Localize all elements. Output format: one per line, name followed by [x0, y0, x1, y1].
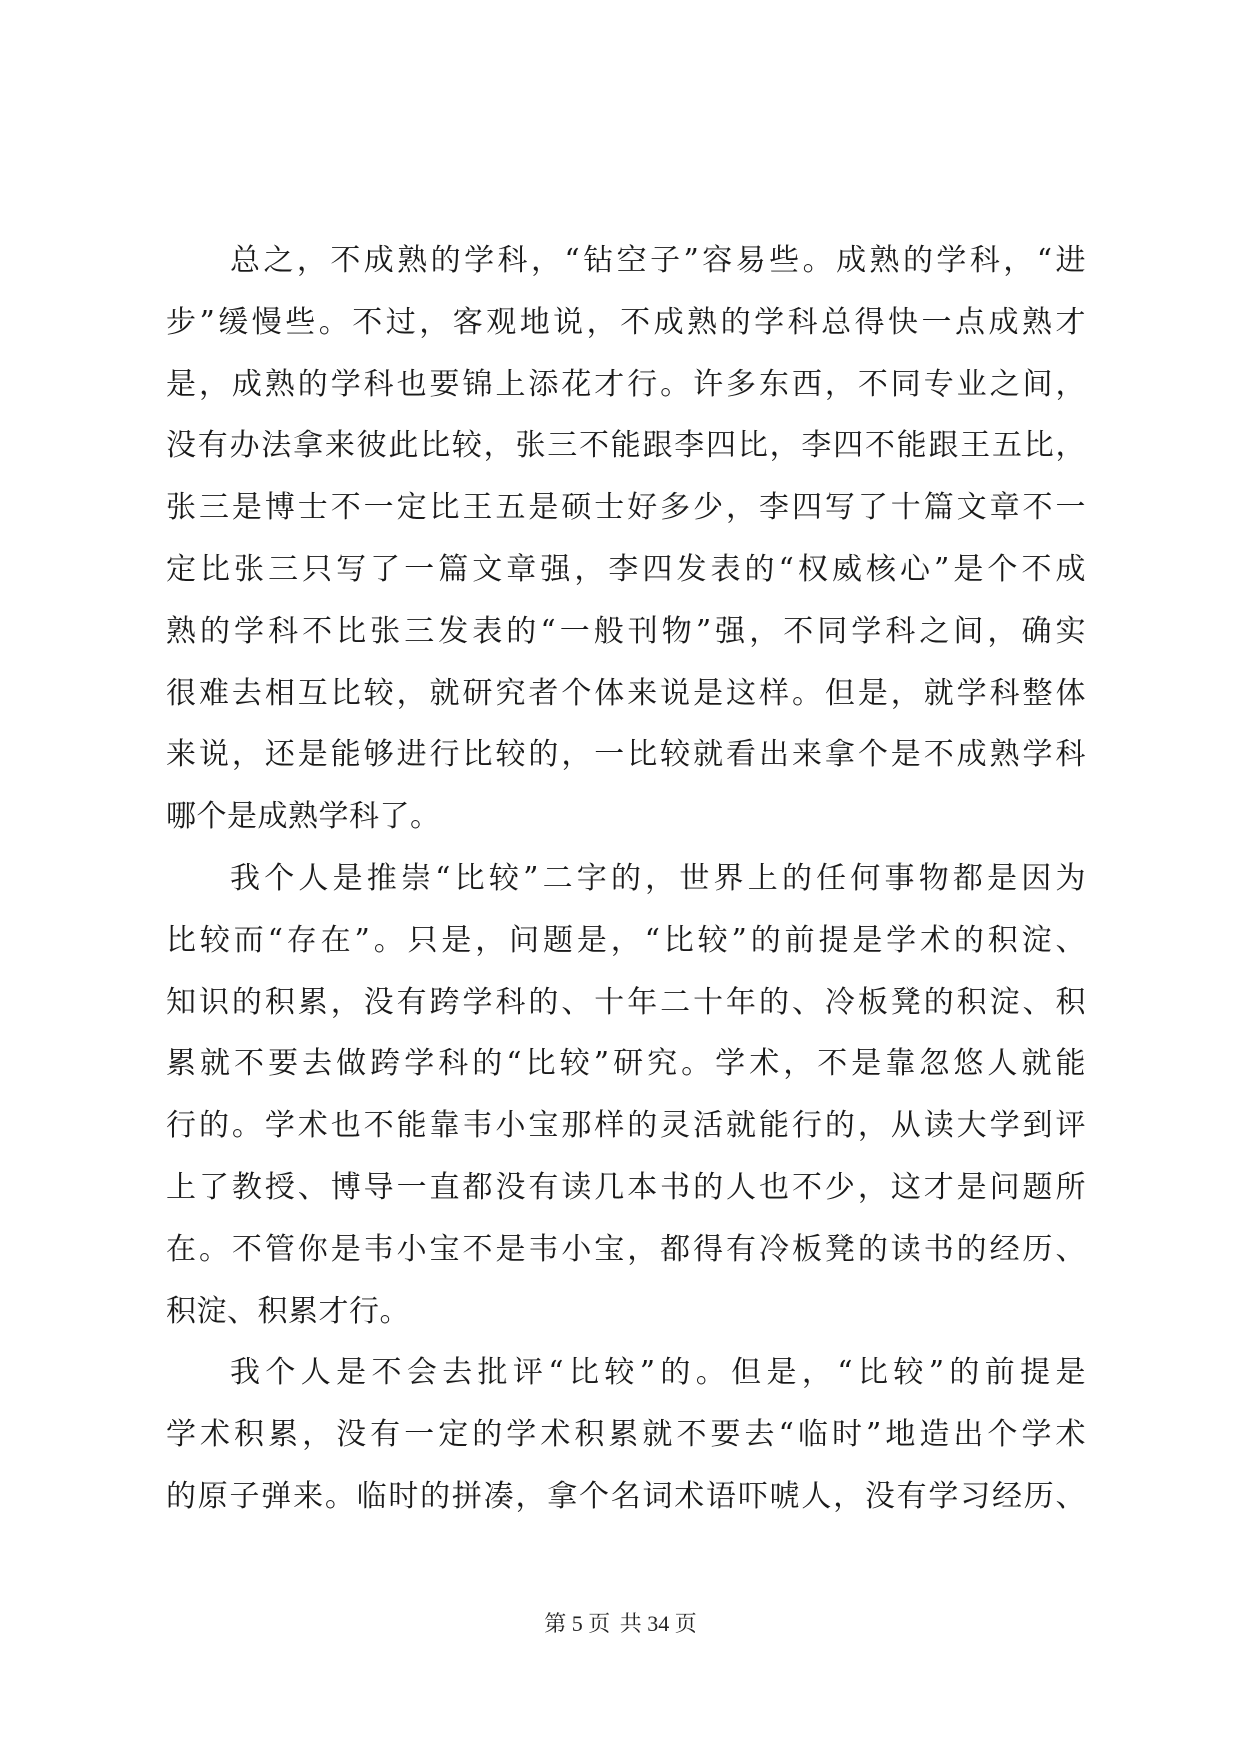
text-line: 是，成熟的学科也要锦上添花才行。许多东西，不同专业之间，: [166, 366, 1086, 402]
text-line: 步”缓慢些。不过，客观地说，不成熟的学科总得快一点成熟才: [166, 304, 1086, 340]
text-line: 学术积累，没有一定的学术积累就不要去“临时”地造出个学术: [166, 1417, 1086, 1453]
text-line: 在。不管你是韦小宝不是韦小宝，都得有冷板凳的读书的经历、: [166, 1231, 1086, 1267]
text-line: 累就不要去做跨学科的“比较”研究。学术，不是靠忽悠人就能: [166, 1046, 1086, 1082]
text-line: 来说，还是能够进行比较的，一比较就看出来拿个是不成熟学科: [166, 737, 1086, 773]
text-line: 行的。学术也不能靠韦小宝那样的灵活就能行的，从读大学到评: [166, 1108, 1086, 1144]
page-total: 共 34 页: [619, 1611, 697, 1636]
text-line: 定比张三只写了一篇文章强，李四发表的“权威核心”是个不成: [166, 551, 1086, 587]
text-line: 知识的积累，没有跨学科的、十年二十年的、冷板凳的积淀、积: [166, 984, 1086, 1020]
page-number: 第 5 页: [544, 1611, 611, 1636]
text-line: 的原子弹来。临时的拼凑，拿个名词术语吓唬人，没有学习经历、: [166, 1478, 1086, 1514]
text-line: 很难去相互比较，就研究者个体来说是这样。但是，就学科整体: [166, 675, 1086, 711]
text-line: 积淀、积累才行。: [166, 1293, 410, 1329]
text-line: 总之，不成熟的学科，“钻空子”容易些。成熟的学科，“进: [230, 243, 1086, 278]
text-line: 熟的学科不比张三发表的“一般刊物”强，不同学科之间，确实: [166, 613, 1086, 649]
text-line: 哪个是成熟学科了。: [166, 799, 441, 835]
text-line: 比较而“存在”。只是，问题是，“比较”的前提是学术的积淀、: [166, 922, 1086, 958]
text-line: 我个人是推崇“比较”二字的，世界上的任何事物都是因为: [230, 860, 1086, 896]
text-line: 张三是博士不一定比王五是硕士好多少，李四写了十篇文章不一: [166, 490, 1086, 526]
text-line: 我个人是不会去批评“比较”的。但是，“比较”的前提是: [230, 1355, 1086, 1391]
body-text: [166, 230, 1086, 1528]
text-line: 上了教授、博导一直都没有读几本书的人也不少，这才是问题所: [166, 1169, 1086, 1205]
page-footer: [0, 1607, 1241, 1638]
text-line: 没有办法拿来彼此比较，张三不能跟李四比，李四不能跟王五比，: [166, 428, 1086, 464]
